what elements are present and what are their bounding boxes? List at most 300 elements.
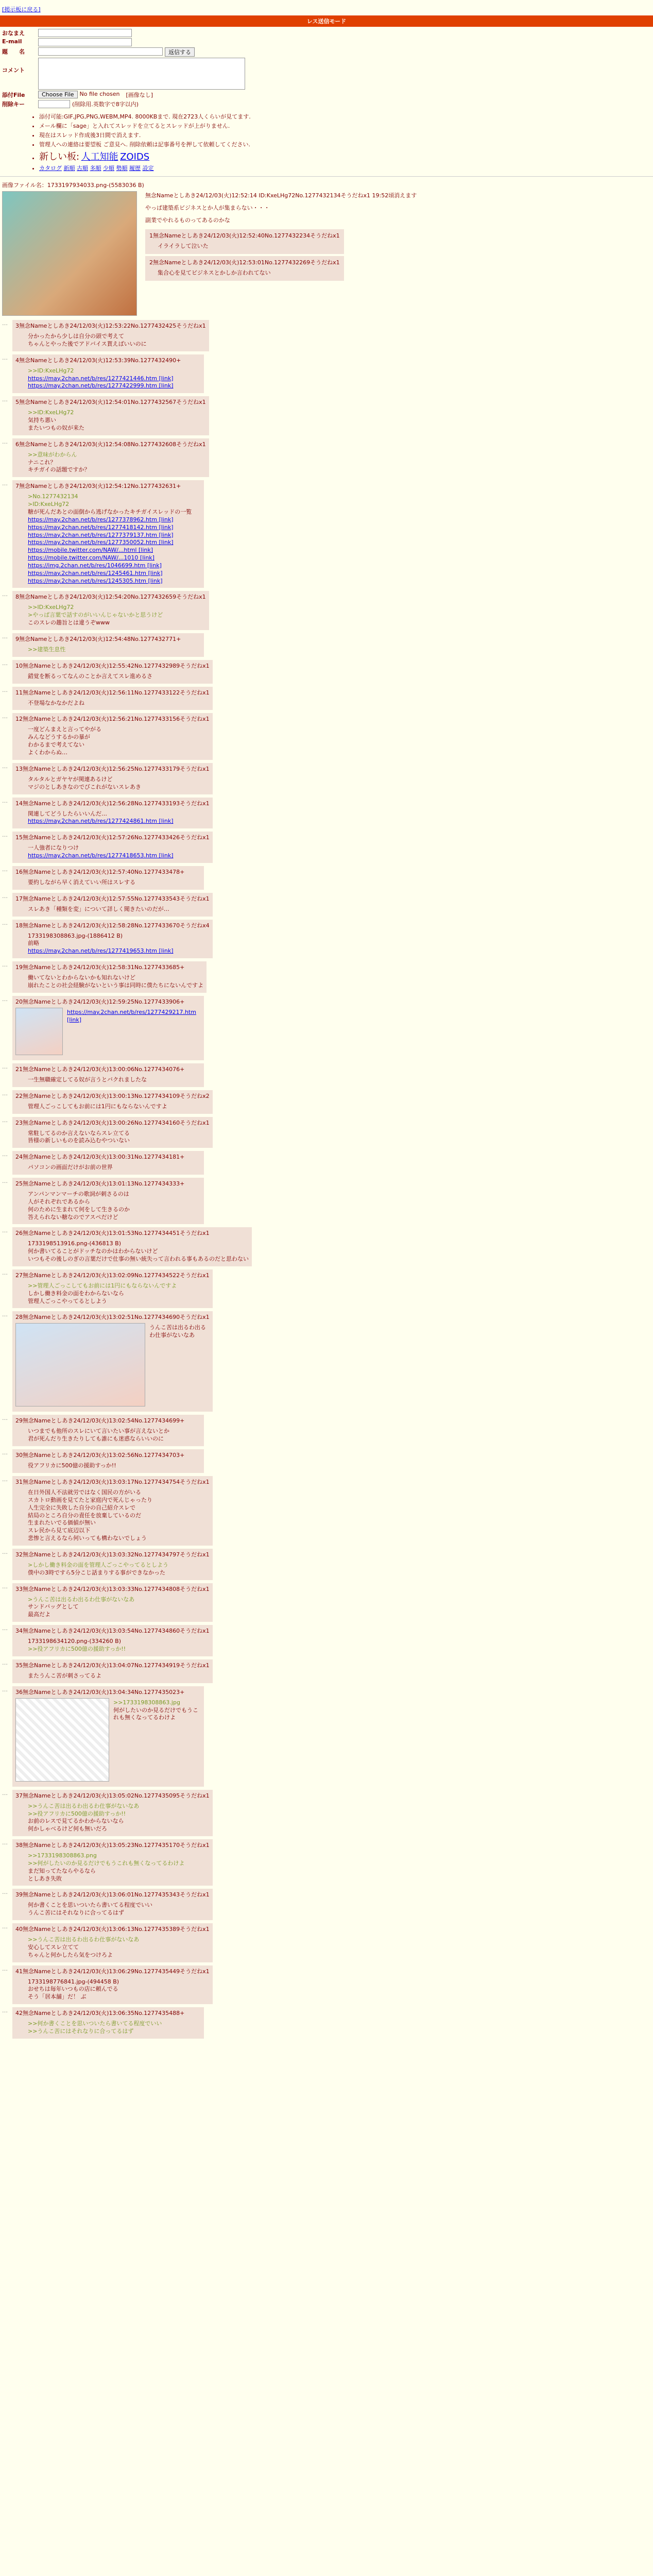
- reply-post: [12, 1549, 213, 1580]
- nav-old[interactable]: 古順: [77, 165, 88, 172]
- reply-head[interactable]: 11無念Nameとしあき24/12/03(火)12:56:11No.1277433122そうだねx1: [15, 689, 210, 696]
- reply-row: [2, 1449, 653, 1473]
- reply-text: [28, 810, 210, 826]
- reply-line: 役アフリカに500億の援助すっか!!: [28, 1462, 116, 1469]
- reply-line: マジのとしあきなのでびこれがないスレあき: [28, 783, 141, 790]
- choose-file-button[interactable]: Choose File: [38, 91, 78, 98]
- reply-text: [28, 906, 210, 913]
- reply-line: お前のレスで見てるかわからないなら: [28, 1818, 124, 1825]
- reply-link[interactable]: https://may.2chan.net/b/res/1277350052.htm [link]: [28, 539, 174, 546]
- reply-indent-icon: …: [2, 591, 8, 598]
- nested-reply-head: 1無念Nameとしあき24/12/03(火)12:52:40No.1277432234そうだねx1: [149, 232, 340, 239]
- reply-head[interactable]: 26無念Nameとしあき24/12/03(火)13:01:53No.1277434451そうだねx1: [15, 1230, 210, 1237]
- reply-row: [2, 1227, 653, 1266]
- reply-indent-icon: …: [2, 713, 8, 720]
- delete-key-row: [2, 100, 653, 108]
- reply-indent-icon: …: [2, 659, 8, 667]
- reply-text: [28, 1164, 201, 1172]
- reply-indent-icon: …: [2, 320, 8, 327]
- reply-head[interactable]: 20無念Nameとしあき24/12/03(火)12:59:25No.1277433906+: [15, 998, 185, 1005]
- reply-row: [2, 2007, 653, 2039]
- reply-head[interactable]: 19無念Nameとしあき24/12/03(火)12:58:31No.1277433685+: [15, 964, 185, 971]
- file-status: No file chosen: [79, 91, 120, 97]
- reply-indent-icon: …: [2, 686, 8, 693]
- reply-post: [12, 687, 213, 710]
- reply-link[interactable]: https://may.2chan.net/b/res/1277429217.htm [link]: [67, 1008, 196, 1023]
- reply-line: >>意味がわからん: [28, 451, 77, 458]
- reply-line: 崩れたことの社会経験がないという事は同時に僕たちにないんですよ: [28, 981, 203, 989]
- reply-row: [2, 660, 653, 684]
- reply-row: [2, 866, 653, 890]
- reply-head[interactable]: 41無念Nameとしあき24/12/03(火)13:06:29No.1277435449そうだねx1: [15, 1968, 210, 1975]
- reply-line: またうんこ苦が刺さってるよ: [28, 1672, 101, 1679]
- top-spacer: [0, 0, 653, 4]
- reply-thumbnail[interactable]: [15, 1698, 109, 1782]
- reply-line: スレ民から見て底辺以下: [28, 1527, 90, 1534]
- reply-head[interactable]: 9無念Nameとしあき24/12/03(火)12:54:48No.1277432771+: [15, 635, 181, 642]
- reply-link[interactable]: https://mobile.twitter.com/NAW/...1010 [link]: [28, 554, 154, 562]
- op-line: やっぱ建築系ビジネスとか人が集まらない・・・: [145, 205, 270, 211]
- reply-post: [12, 1790, 213, 1836]
- reply-row: [2, 1923, 653, 1962]
- notes-list: [31, 112, 653, 172]
- reply-indent-icon: …: [2, 1476, 8, 1483]
- reply-text: [28, 333, 206, 348]
- reply-head[interactable]: 12無念Nameとしあき24/12/03(火)12:56:21No.1277433156そうだねx1: [15, 716, 210, 723]
- op-line: 副業でやれるものってあるのかな: [145, 217, 230, 224]
- reply-head[interactable]: 22無念Nameとしあき24/12/03(火)13:00:13No.1277434109そうだねx2: [15, 1092, 210, 1099]
- reply-indent-icon: …: [2, 1548, 8, 1555]
- delete-key-label: 削除キー: [2, 101, 25, 108]
- reply-post: [12, 1178, 204, 1224]
- reply-indent-icon: …: [2, 1151, 8, 1158]
- reply-row: [2, 832, 653, 863]
- back-to-board-link[interactable]: [掲示板に戻る]: [2, 6, 41, 13]
- reply-text: [28, 879, 201, 887]
- reply-indent-icon: …: [2, 438, 8, 445]
- comment-row: [2, 58, 653, 90]
- reply-line: 気持ち悪い: [28, 417, 56, 424]
- reply-line: >>うんこ苦は出るわ出るわ仕事がないなあ: [28, 1802, 140, 1809]
- reply-line: うんこ苦は出るわ出るわ仕事がないなあ: [149, 1324, 206, 1339]
- reply-post: [12, 1659, 213, 1683]
- nav-few[interactable]: 少順: [103, 165, 114, 172]
- reply-line: またいつもの奴が来た: [28, 424, 84, 431]
- reply-indent-icon: …: [2, 1116, 8, 1124]
- reply-line: ちゃんと何かしたら気をつけろよ: [28, 1951, 113, 1958]
- reply-line: 1733198634120.png-(334260 B): [28, 1638, 122, 1645]
- nested-reply: [145, 256, 344, 281]
- note-item: • 管理人への連絡は要望板 ご意見へ. 削除依頼は記事番号を押して依頼してください.: [39, 140, 653, 148]
- reply-indent-icon: …: [2, 892, 8, 900]
- nav-many[interactable]: 多順: [90, 165, 101, 172]
- email-label: E-mail: [2, 38, 22, 45]
- reply-line: みんなどうするかの暴が: [28, 734, 90, 741]
- reply-indent-icon: …: [2, 1449, 8, 1456]
- reply-line: 安心してスレ立てて: [28, 1943, 79, 1951]
- reply-line: >>ID:KxeLHg72: [28, 604, 74, 611]
- reply-indent-icon: …: [2, 1090, 8, 1097]
- reply-link[interactable]: https://may.2chan.net/b/res/1277379137.htm [link]: [28, 531, 174, 538]
- reply-head[interactable]: 38無念Nameとしあき24/12/03(火)13:05:23No.1277435170そうだねx1: [15, 1842, 210, 1849]
- reply-line: 何がしたいのか見るだけでもうこれも無くなってるわけよ: [113, 1706, 198, 1721]
- nested-reply-head: 2無念Nameとしあき24/12/03(火)12:53:01No.1277432269そうだねx1: [149, 259, 340, 266]
- reply-line: >>うんこ苦は出るわ出るわ仕事がないなあ: [28, 1936, 140, 1943]
- reply-post: [12, 438, 209, 478]
- reply-post: [12, 396, 209, 435]
- reply-line: タルタルとガヤヤが関連あるけど: [28, 775, 113, 783]
- reply-row: [2, 1151, 653, 1175]
- nav-history[interactable]: 履歴: [129, 165, 141, 172]
- reply-link[interactable]: https://mobile.twitter.com/NAW/...html [link]: [28, 547, 153, 554]
- new-board-item: [39, 149, 653, 163]
- reply-head[interactable]: 24無念Nameとしあき24/12/03(火)13:00:31No.1277434181+: [15, 1154, 185, 1161]
- email-input[interactable]: [38, 38, 132, 46]
- reply-text: [28, 1076, 201, 1084]
- reply-line: このスレの趣旨とは違うぞwww: [28, 619, 110, 626]
- op-head: 無念Nameとしあき24/12/03(火)12:52:14 ID:KxeLHg72No.1277432134そうだねx1 19:52頃消えます: [145, 192, 417, 199]
- reply-line: サンドバッグとして: [28, 1603, 79, 1611]
- reply-indent-icon: …: [2, 633, 8, 640]
- reply-text: [28, 493, 201, 585]
- reply-post: [12, 798, 213, 829]
- reply-text: [28, 1852, 210, 1883]
- reply-head[interactable]: 15無念Nameとしあき24/12/03(火)12:57:26No.1277433426そうだねx1: [15, 834, 210, 841]
- reply-text: [28, 1191, 201, 1221]
- reply-text: [28, 1978, 210, 2002]
- reply-head[interactable]: 17無念Nameとしあき24/12/03(火)12:57:55No.1277433543そうだねx1: [15, 895, 210, 902]
- reply-form: [2, 29, 653, 108]
- reply-indent-icon: …: [2, 1839, 8, 1846]
- reply-head[interactable]: 35無念Nameとしあき24/12/03(火)13:04:07No.1277434919そうだねx1: [15, 1662, 210, 1669]
- reply-indent-icon: …: [2, 2007, 8, 2014]
- reply-head[interactable]: 32無念Nameとしあき24/12/03(火)13:03:32No.1277434797そうだねx1: [15, 1551, 210, 1558]
- nav-settings[interactable]: 設定: [142, 165, 154, 172]
- reply-indent-icon: …: [2, 995, 8, 1003]
- reply-head[interactable]: 21無念Nameとしあき24/12/03(火)13:00:06No.1277434076+: [15, 1065, 185, 1073]
- reply-line: 要約しながら早く消えていい所はスレする: [28, 878, 135, 886]
- reply-line: 管理人ごっこやってるとしよう: [28, 1297, 107, 1304]
- reply-line: 働いてないとわからないかも知れないけど: [28, 974, 135, 981]
- reply-line: >>何か書くことを思いついたら書いてる程度でいい: [28, 2020, 162, 2027]
- reply-line: しかし働き料金の面をわからないなら: [28, 1290, 124, 1297]
- reply-head[interactable]: 5無念Nameとしあき24/12/03(火)12:54:01No.1277432567そうだねx1: [15, 399, 206, 406]
- reply-text: [28, 1282, 210, 1306]
- reply-row: [2, 320, 653, 351]
- reply-head[interactable]: 27無念Nameとしあき24/12/03(火)13:02:09No.1277434522そうだねx1: [15, 1272, 210, 1279]
- reply-line: 結局のところ自分の責任を放棄しているのだ: [28, 1512, 141, 1519]
- name-label: おなまえ: [2, 30, 25, 37]
- reply-text: [28, 604, 206, 627]
- reply-link[interactable]: https://may.2chan.net/b/res/1245461.htm [link]: [28, 569, 163, 577]
- reply-indent-icon: …: [2, 797, 8, 804]
- reply-row: [2, 354, 653, 394]
- nav-new[interactable]: 新順: [63, 165, 75, 172]
- reply-head[interactable]: 14無念Nameとしあき24/12/03(火)12:56:28No.1277433193そうだねx1: [15, 800, 210, 807]
- reply-indent-icon: …: [2, 1583, 8, 1590]
- reply-indent-icon: …: [2, 866, 8, 873]
- reply-link[interactable]: https://may.2chan.net/b/res/1277378962.htm [link]: [28, 516, 174, 523]
- submit-button[interactable]: 返信する: [165, 47, 195, 57]
- reply-head[interactable]: 36無念Nameとしあき24/12/03(火)13:04:34No.1277435023+: [15, 1688, 185, 1696]
- no-image-checkbox-label[interactable]: [画像なし]: [126, 92, 153, 98]
- reply-line: 人がそれぞれであるから: [28, 1198, 90, 1205]
- reply-indent-icon: …: [2, 396, 8, 403]
- reply-line: うんこ苦にはそれなりに合ってるはず: [28, 1909, 124, 1917]
- reply-thumbnail[interactable]: [15, 1008, 63, 1055]
- reply-head[interactable]: 25無念Nameとしあき24/12/03(火)13:01:13No.1277434333+: [15, 1180, 185, 1188]
- file-label: 添付File: [2, 92, 25, 98]
- nav-catalog[interactable]: カタログ: [39, 165, 62, 172]
- email-row: [2, 38, 653, 46]
- reply-post: [12, 1889, 213, 1920]
- new-board-label: 新しい板:: [39, 151, 80, 162]
- reply-link[interactable]: https://img.2chan.net/b/res/1046699.htm [link]: [28, 562, 162, 569]
- reply-indent-icon: …: [2, 832, 8, 839]
- op-body: [145, 191, 417, 316]
- reply-head[interactable]: 31無念Nameとしあき24/12/03(火)13:03:17No.1277434754そうだねx1: [15, 1479, 210, 1485]
- reply-head[interactable]: 4無念Nameとしあき24/12/03(火)12:53:39No.1277432490+: [15, 357, 181, 364]
- reply-line: >>ID:KxeLHg72: [28, 409, 74, 416]
- reply-post: [12, 713, 213, 759]
- op-post: [2, 191, 653, 316]
- board-link-ai[interactable]: 人工知能: [81, 151, 118, 162]
- reply-head[interactable]: 8無念Nameとしあき24/12/03(火)12:54:20No.1277432659そうだねx1: [15, 594, 206, 601]
- reply-indent-icon: …: [2, 1227, 8, 1234]
- reply-row: [2, 591, 653, 630]
- reply-thumbnail[interactable]: [15, 1323, 145, 1406]
- reply-line: 前略: [28, 940, 39, 947]
- reply-link[interactable]: https://may.2chan.net/b/res/1277422999.htm [link]: [28, 382, 174, 389]
- reply-line: としあき失敗: [28, 1875, 62, 1882]
- reply-head[interactable]: 42無念Nameとしあき24/12/03(火)13:06:35No.1277435488+: [15, 2010, 185, 2017]
- reply-line: >>ID:KxeLHg72: [28, 367, 74, 374]
- reply-line: まだ知ってたならやるなら: [28, 1867, 96, 1874]
- file-row: [2, 91, 653, 99]
- reply-line: 一人強者になりつけ: [28, 844, 79, 852]
- reply-row: [2, 1625, 653, 1656]
- comment-textarea[interactable]: [38, 58, 245, 90]
- reply-row: [2, 798, 653, 829]
- reply-text: [28, 844, 210, 860]
- subject-input[interactable]: [38, 47, 163, 56]
- reply-indent-icon: …: [2, 1625, 8, 1632]
- reply-line: 糖が死んだあとの面倒から逃げなかったキチガイスレッドの一覧: [28, 508, 192, 515]
- reply-text: [28, 726, 210, 756]
- reply-head[interactable]: 13無念Nameとしあき24/12/03(火)12:56:25No.1277433179そうだねx1: [15, 765, 210, 772]
- reply-head[interactable]: 3無念Nameとしあき24/12/03(火)12:53:22No.1277432425そうだねx1: [15, 323, 206, 329]
- reply-line: 分かったから少しは自分の頭で考えて: [28, 333, 124, 340]
- reply-row: [2, 1889, 653, 1920]
- reply-row: [2, 633, 653, 657]
- reply-line: >うんこ苦は出るわ出るわ仕事がないなあ: [28, 1596, 135, 1603]
- reply-line: >>管理人ごっこしてもお前には1円にもならないんですよ: [28, 1282, 177, 1289]
- reply-head[interactable]: 10無念Nameとしあき24/12/03(火)12:55:42No.1277432989そうだねx1: [15, 662, 210, 669]
- reply-indent-icon: …: [2, 1923, 8, 1930]
- reply-line: 悲惨と言えるなら何いっても構わないでしょう: [28, 1535, 147, 1542]
- reply-post: [12, 1583, 213, 1622]
- reply-line: >>うんこ苦にはそれなりに合ってるはず: [28, 2028, 134, 2035]
- reply-post: [12, 591, 209, 630]
- reply-line: 何かしゃべるけど何も無いだろ: [28, 1825, 107, 1833]
- reply-row: [2, 1090, 653, 1114]
- reply-head[interactable]: 23無念Nameとしあき24/12/03(火)13:00:26No.1277434160そうだねx1: [15, 1119, 210, 1126]
- reply-line: パソコンの画面だけがお前の世界: [28, 1164, 113, 1171]
- reply-indent-icon: …: [2, 354, 8, 361]
- reply-indent-icon: …: [2, 1063, 8, 1070]
- reply-post: [12, 920, 213, 959]
- reply-row: [2, 396, 653, 435]
- reply-text: [28, 646, 201, 654]
- reply-line: わかるまで考えてない: [28, 741, 84, 749]
- reply-line: >>役アフリカに500億の援助すっか!!: [28, 1810, 126, 1817]
- reply-line: >やっぱ言葉で話すのがいいんじゃないかと思うけど: [28, 612, 163, 619]
- reply-line: 最高だよ: [28, 1611, 50, 1618]
- reply-text: [28, 1638, 210, 1653]
- reply-link[interactable]: https://may.2chan.net/b/res/1277419653.htm [link]: [28, 947, 174, 955]
- reply-text: [28, 1240, 249, 1263]
- reply-post: [12, 1449, 204, 1473]
- reply-line: 何のために生まれて何をして生きるのか: [28, 1206, 130, 1213]
- reply-line: 錯覚を断るってなんのことか言えてスレ進めるさ: [28, 672, 152, 680]
- reply-link[interactable]: https://may.2chan.net/b/res/1245305.htm [link]: [28, 577, 163, 584]
- reply-head[interactable]: 6無念Nameとしあき24/12/03(火)12:54:08No.1277432608そうだねx1: [15, 440, 206, 448]
- reply-post: [12, 1965, 213, 2005]
- delete-key-input[interactable]: [38, 100, 70, 108]
- reply-line: 1733198308863.jpg-(1886412 B): [28, 932, 123, 939]
- reply-line: 一度どんまえと言ってやがる: [28, 726, 101, 733]
- reply-line: 君が死んだり生きたりしても誰にも迷惑ならいいのに: [28, 1435, 164, 1443]
- reply-indent-icon: …: [2, 1965, 8, 1972]
- reply-line: >しかし働き料金の面を管理人ごっこやってるとしよう: [28, 1561, 168, 1568]
- reply-line: >ID:KxeLHg72: [28, 501, 70, 508]
- reply-line: 皆様の新しいものを読み込むやついない: [28, 1137, 130, 1144]
- nav-momentum[interactable]: 勢順: [116, 165, 128, 172]
- reply-row: [2, 1178, 653, 1224]
- reply-link[interactable]: https://may.2chan.net/b/res/1277421446.htm [link]: [28, 375, 174, 382]
- reply-text: [28, 1130, 210, 1145]
- reply-indent-icon: …: [2, 1415, 8, 1422]
- reply-text: [28, 1902, 210, 1917]
- reply-row: [2, 480, 653, 588]
- reply-line: ナニこれ？: [28, 459, 56, 466]
- reply-post: [12, 1090, 213, 1114]
- subject-row: [2, 47, 653, 57]
- reply-row: [2, 1476, 653, 1546]
- reply-row: [2, 1117, 653, 1148]
- reply-post: [12, 633, 204, 657]
- reply-row: [2, 920, 653, 959]
- reply-head[interactable]: 40無念Nameとしあき24/12/03(火)13:06:13No.1277435389そうだねx1: [15, 1926, 210, 1933]
- reply-row: [2, 1965, 653, 2005]
- reply-line: 1733198513916.png-(436813 B): [28, 1240, 122, 1247]
- reply-text: [28, 1462, 201, 1470]
- reply-link[interactable]: https://may.2chan.net/b/res/1277418653.htm [link]: [28, 852, 174, 859]
- reply-line: スカトロ動画を見てたと家庭内で死んじゃったり: [28, 1496, 152, 1503]
- reply-post: [12, 1151, 204, 1175]
- reply-row: [2, 961, 653, 993]
- reply-text: [28, 1596, 210, 1619]
- reply-head[interactable]: 34無念Nameとしあき24/12/03(火)13:03:54No.1277434860そうだねx1: [15, 1628, 210, 1635]
- reply-row: [2, 1686, 653, 1787]
- reply-text: [28, 1803, 210, 1833]
- reply-text: [28, 1562, 210, 1577]
- reply-head[interactable]: 37無念Nameとしあき24/12/03(火)13:05:02No.1277435095そうだねx1: [15, 1792, 210, 1799]
- reply-head[interactable]: 18無念Nameとしあき24/12/03(火)12:58:28No.1277433670そうだねx4: [15, 922, 210, 929]
- reply-text: [28, 933, 210, 956]
- back-link-row: [2, 5, 651, 13]
- reply-post: [12, 996, 204, 1060]
- reply-post: [12, 1227, 252, 1266]
- reply-head[interactable]: 16無念Nameとしあき24/12/03(火)12:57:40No.1277433478+: [15, 868, 185, 875]
- name-input[interactable]: [38, 29, 132, 37]
- reply-indent-icon: …: [2, 1686, 8, 1693]
- reply-head[interactable]: 30無念Nameとしあき24/12/03(火)13:02:56No.1277434703+: [15, 1452, 185, 1459]
- nested-reply-text: イライラして泣いた: [158, 243, 209, 249]
- reply-post: [12, 320, 209, 351]
- reply-line: >No.1277432134: [28, 493, 78, 500]
- reply-line: 不登場なかなかだよね: [28, 699, 84, 706]
- reply-post: [12, 1625, 213, 1656]
- reply-link[interactable]: https://may.2chan.net/b/res/1277424861.htm [link]: [28, 818, 174, 825]
- op-image[interactable]: [2, 191, 137, 316]
- reply-row: [2, 996, 653, 1060]
- reply-text: [28, 2020, 201, 2036]
- reply-line: 何か書くことを思いついたら書いてる程度でいい: [28, 1902, 152, 1909]
- note-item: • 現在はスレッド作成後3日間で消えます.: [39, 131, 653, 139]
- reply-line: いつまでも他所のスレにいて言いたい事が言えないとか: [28, 1428, 169, 1435]
- reply-text: [28, 367, 201, 391]
- reply-row: [2, 1790, 653, 1836]
- reply-post: [12, 1269, 213, 1309]
- replies-container: [0, 320, 653, 2039]
- reply-row: [2, 1659, 653, 1683]
- reply-row: [2, 1839, 653, 1886]
- op-image-info[interactable]: 画像ファイル名：1733197934033.png-(5583036 B): [2, 182, 144, 189]
- reply-head[interactable]: 33無念Nameとしあき24/12/03(火)13:03:33No.1277434808そうだねx1: [15, 1585, 210, 1592]
- reply-line: キチガイの話題ですか？: [28, 466, 90, 473]
- reply-post: [12, 1923, 213, 1962]
- reply-row: [2, 438, 653, 478]
- reply-indent-icon: …: [2, 1789, 8, 1797]
- reply-row: [2, 713, 653, 759]
- reply-indent-icon: …: [2, 1178, 8, 1185]
- board-link-zoids[interactable]: ZOIDS: [120, 151, 150, 162]
- reply-row: [2, 763, 653, 794]
- reply-post: [12, 1839, 213, 1886]
- subject-label: 題 名: [2, 48, 25, 55]
- reply-line: 常駐してるのか言えないならスレ立てる: [28, 1129, 130, 1137]
- reply-text: [28, 451, 206, 474]
- reply-post: [12, 893, 213, 917]
- reply-head[interactable]: 28無念Nameとしあき24/12/03(火)13:02:51No.1277434690そうだねx1: [15, 1314, 210, 1321]
- reply-row: [2, 1269, 653, 1309]
- reply-row: [2, 893, 653, 917]
- reply-head[interactable]: 29無念Nameとしあき24/12/03(火)13:02:54No.1277434699+: [15, 1417, 185, 1425]
- reply-post: [12, 354, 204, 394]
- reply-text: [28, 1428, 201, 1443]
- reply-text: [28, 700, 210, 707]
- reply-post: [12, 866, 204, 890]
- reply-line: 関連してどうしたらいいんだ…: [28, 810, 107, 817]
- comment-label: コメント: [2, 67, 25, 74]
- reply-link[interactable]: https://may.2chan.net/b/res/1277418142.htm [link]: [28, 523, 174, 531]
- reply-head[interactable]: 39無念Nameとしあき24/12/03(火)13:06:01No.1277435343そうだねx1: [15, 1891, 210, 1899]
- reply-indent-icon: …: [2, 919, 8, 926]
- reply-line: アンパンマンマーチの歌詞が刺さるのは: [28, 1191, 129, 1198]
- reply-head[interactable]: 7無念Nameとしあき24/12/03(火)12:54:12No.1277432631+: [15, 483, 181, 490]
- reply-row: [2, 1583, 653, 1622]
